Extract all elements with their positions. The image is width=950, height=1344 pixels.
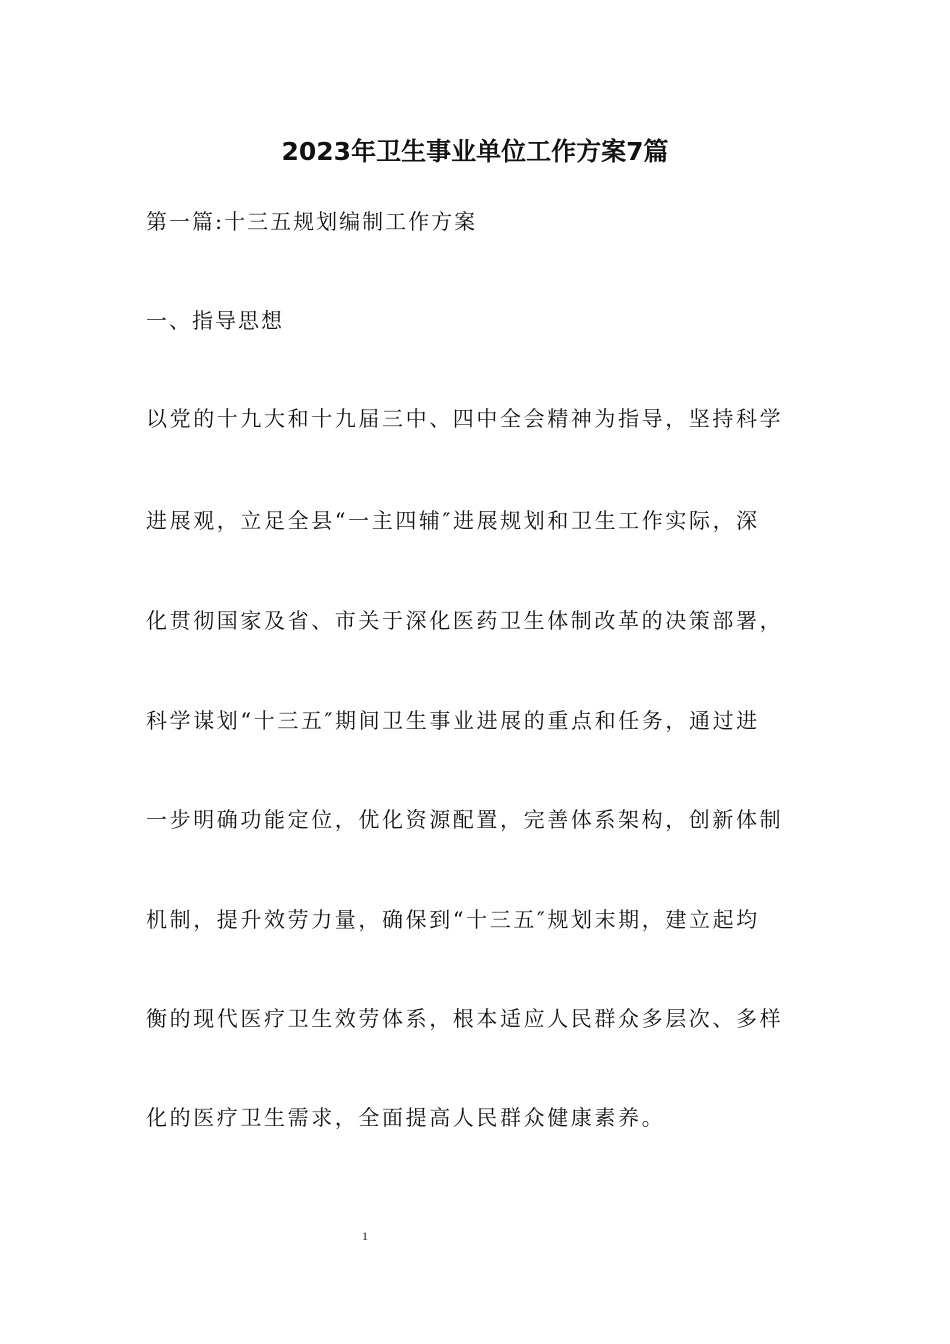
section-heading: 一、指导思想	[146, 309, 284, 333]
chapter-subtitle: 第一篇:十三五规划编制工作方案	[146, 210, 478, 234]
paragraph-line: 化贯彻国家及省、市关于深化医药卫生体制改革的决策部署，	[146, 609, 784, 633]
paragraph-line: 一步明确功能定位，优化资源配置，完善体系架构，创新体制	[146, 808, 784, 832]
paragraph-line: 科学谋划“十三五″期间卫生事业进展的重点和任务，通过进	[146, 709, 760, 733]
page-number: 1	[362, 1229, 368, 1243]
paragraph-line: 机制，提升效劳力量，确保到“十三五″规划末期，建立起均	[146, 908, 760, 932]
paragraph-line: 以党的十九大和十九届三中、四中全会精神为指导，坚持科学	[146, 407, 784, 431]
document-title: 2023年卫生事业单位工作方案7篇	[281, 137, 669, 166]
paragraph-line: 衡的现代医疗卫生效劳体系，根本适应人民群众多层次、多样	[146, 1007, 784, 1031]
paragraph-line: 化的医疗卫生需求，全面提高人民群众健康素养。	[146, 1106, 666, 1130]
paragraph-line: 进展观，立足全县“一主四辅″进展规划和卫生工作实际，深	[146, 509, 760, 533]
